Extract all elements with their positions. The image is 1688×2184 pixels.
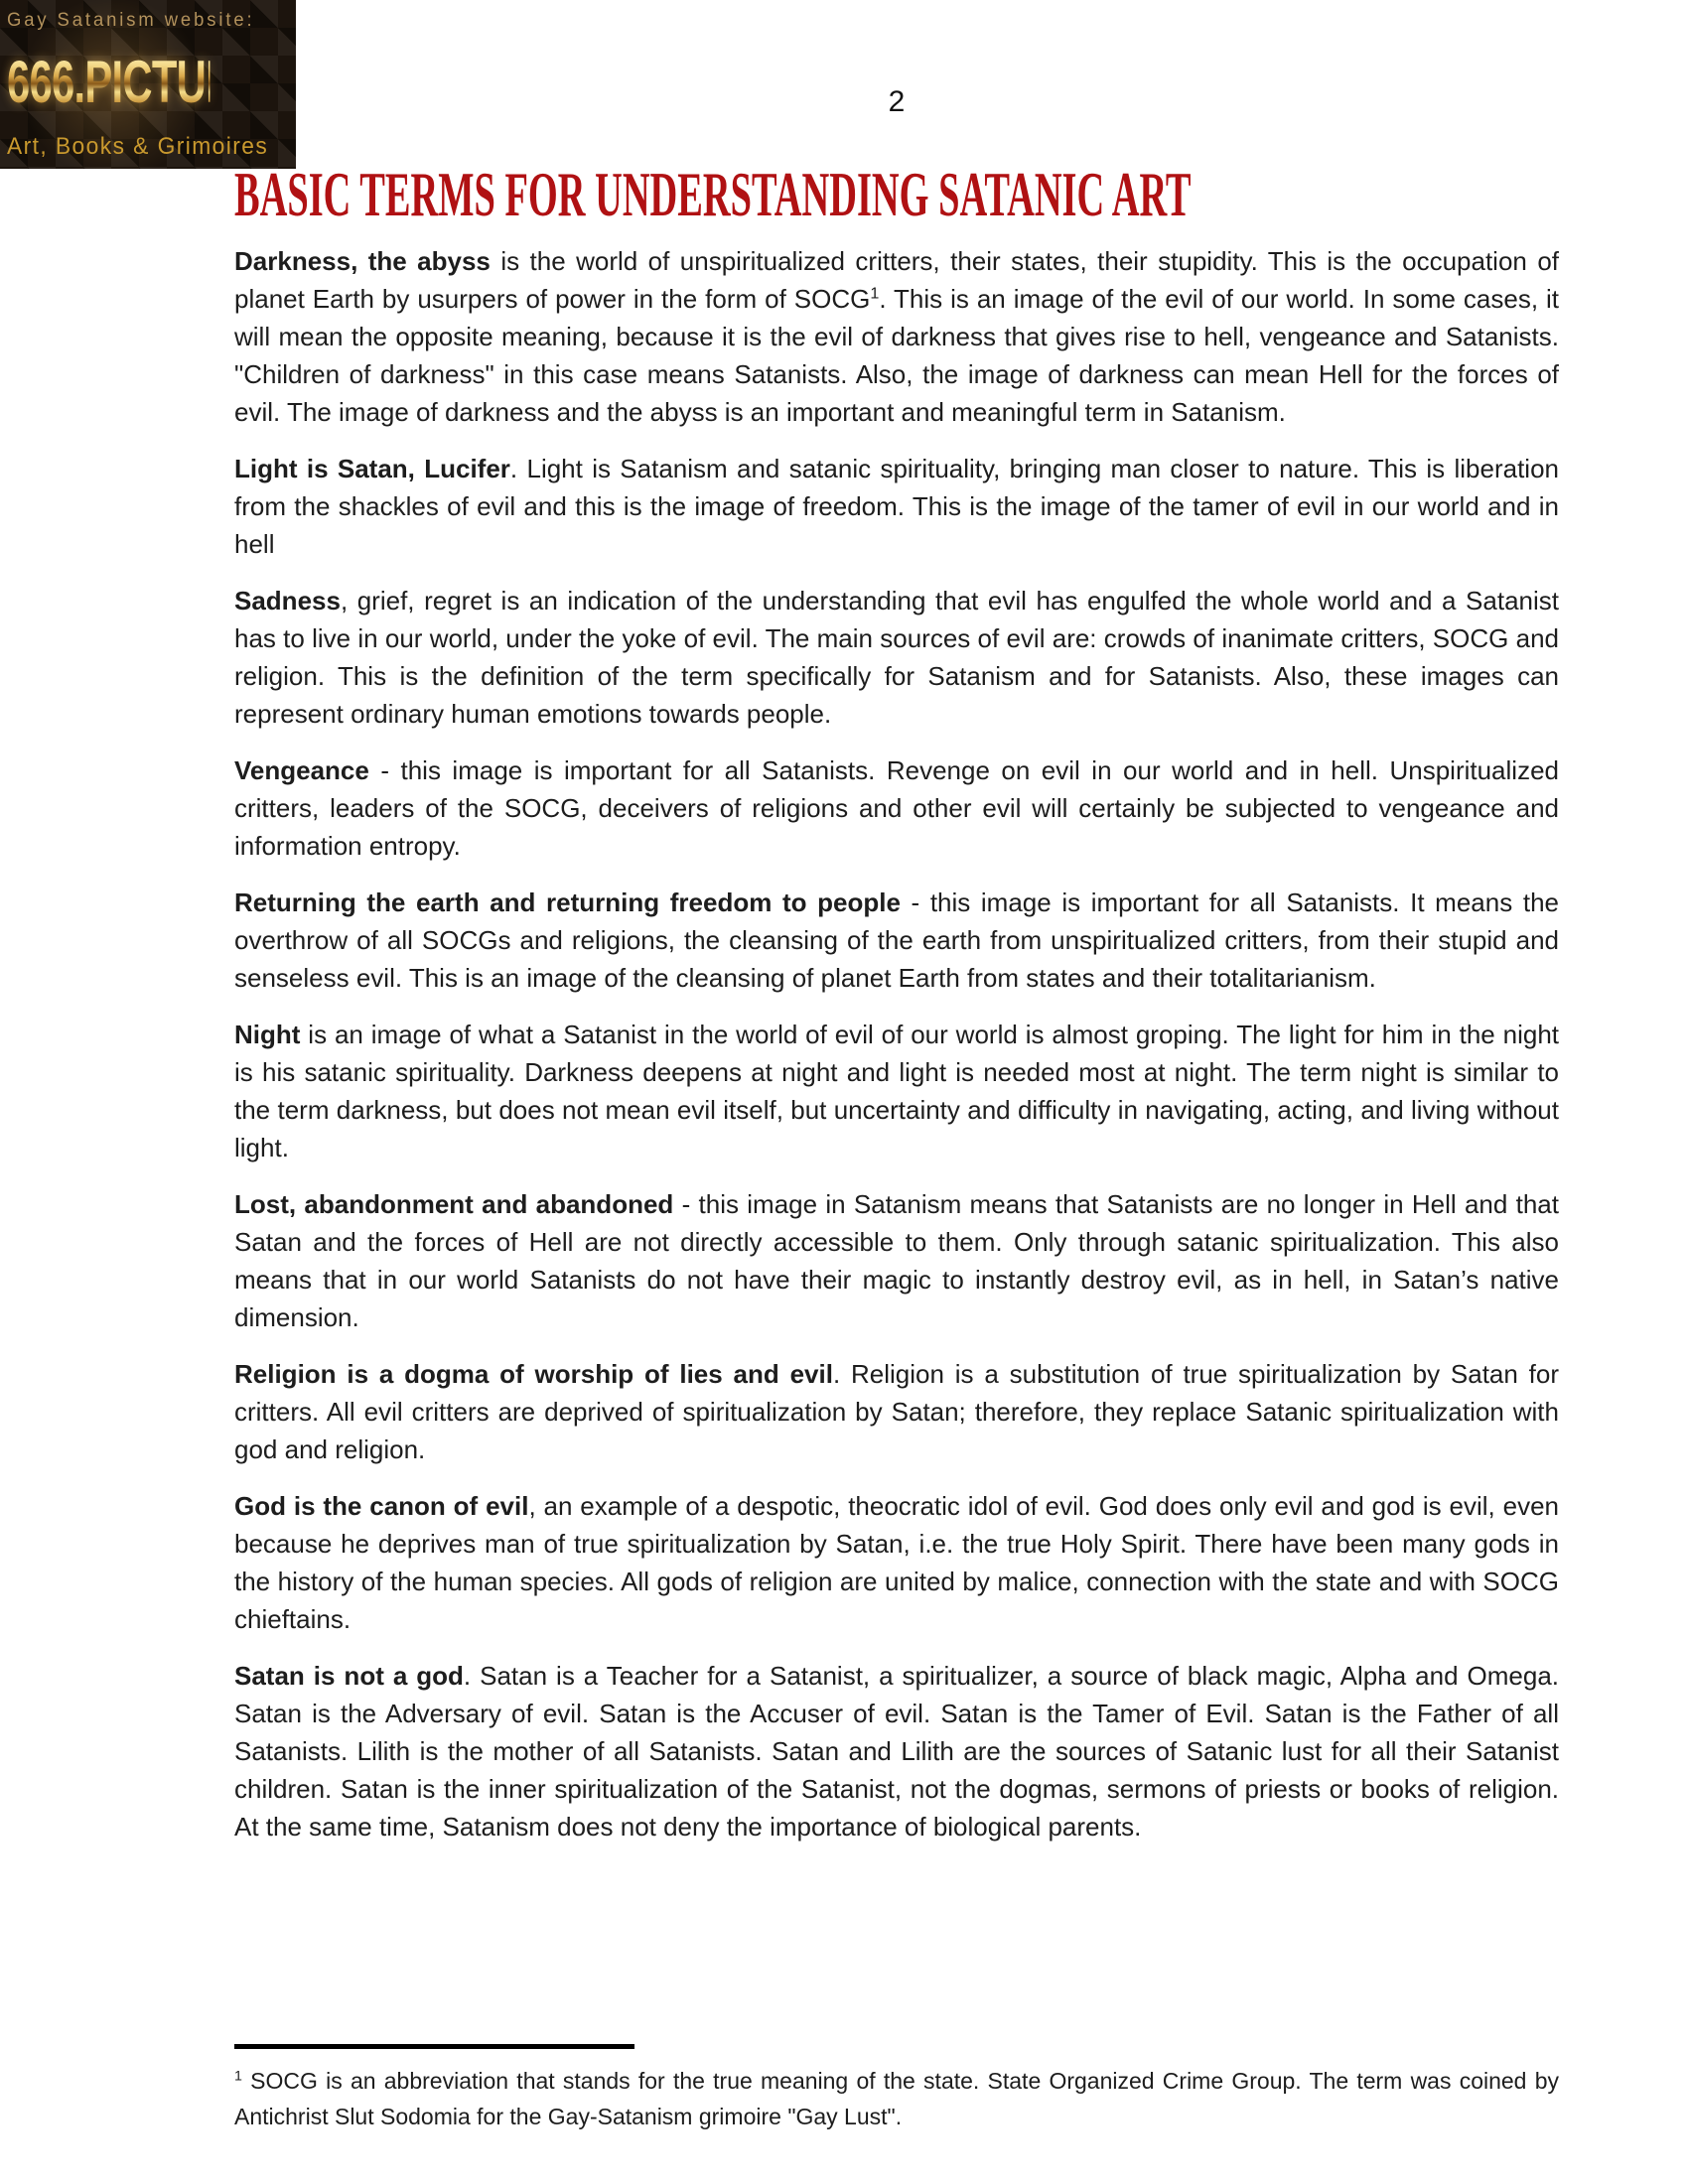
paragraph [234,1657,1559,1845]
footnote-separator-rule [234,2044,634,2049]
paragraph-text: is an image of what a Satanist in the world of evil of our world is almost groping. The light for him in the night is his satanic spirituality. Darkness deepens at night and light is needed most at night. The term night is similar to the term darkness, but does not mean evil itself, but uncertainty and difficulty in navigating, acting, and living without light. [234,1020,1559,1162]
paragraph-text: , an example of a despotic, theocratic idol of evil. God does only evil and god is evil, even because he deprives man of true spiritualization by Satan, i.e. the true Holy Spirit. There have been many gods in the history of the human species. All gods of religion are united by malice, connection with the state and with SOCG chieftains. [234,1491,1559,1634]
term-label: God is the canon of evil [234,1491,529,1521]
footnote-marker: 1 [234,2068,242,2085]
logo-tagline-top: Gay Satanism website: [7,10,255,31]
footnote [234,2063,1559,2134]
paragraph-text: , grief, regret is an indication of the understanding that evil has engulfed the whole world and a Satanist has to live in our world, under the yoke of evil. The main sources of evil are: crowds of inanimate critters, SOCG and religion. This is the definition of the term specifically for Satanism and for Satanists. Also, these images can represent ordinary human emotions towards people. [234,586,1559,729]
term-label: Returning the earth and returning freedom to people [234,887,901,917]
page-title: BASIC TERMS FOR UNDERSTANDING SATANIC ART [234,159,1192,229]
paragraph [234,1487,1559,1638]
paragraph-text: is the world of unspiritualized critters, their states, their stupidity. This is the occupation of planet Earth by usurpers of power in the form of SOCG [234,246,1559,314]
footnote-text: SOCG is an abbreviation that stands for the true meaning of the state. State Organized Crime Group. The term was coined by Antichrist Slut Sodomia for the Gay-Satanism grimoire "Gay Lust". [234,2068,1559,2129]
term-label: Light is Satan, Lucifer [234,454,510,483]
paragraph [234,884,1559,997]
site-logo [0,0,296,169]
paragraph-text: . This is an image of the evil of our world. In some cases, it will mean the opposite meaning, because it is the evil of darkness that gives rise to hell, vengeance and Satanists. "Children of darkness" in this case means Satanists. Also, the image of darkness can mean Hell for the forces of evil. The image of darkness and the abyss is an important and meaningful term in Satanism. [234,284,1560,427]
page-number: 2 [888,85,906,118]
term-label: Religion is a dogma of worship of lies and evil [234,1359,833,1389]
term-label: Night [234,1020,301,1049]
paragraph-text: - this image is important for all Satanists. Revenge on evil in our world and in hell. Unspiritualized critters, leaders of the SOCG, deceivers of religions and other evil will certainly be subjected to vengeance and information entropy. [234,755,1559,861]
paragraph [234,1016,1559,1166]
footnote-reference: 1 [870,284,880,303]
paragraph [234,450,1559,563]
term-label: Satan is not a god [234,1661,464,1691]
paragraph-text: . Light is Satanism and satanic spirituality, bringing man closer to nature. This is liberation from the shackles of evil and this is the image of freedom. This is the image of the tamer of evil in our world and in hell [234,454,1559,559]
paragraph-text: - this image is important for all Satanists. It means the overthrow of all SOCGs and religions, the cleansing of the earth from unspiritualized critters, from their stupid and senseless evil. This is an image of the cleansing of planet Earth from states and their totalitarianism. [234,887,1559,993]
footnote-area [234,2044,1559,2184]
paragraph-text: . Satan is a Teacher for a Satanist, a spiritualizer, a source of black magic, Alpha and Omega. Satan is the Adversary of evil. Satan is the Accuser of evil. Satan is the Tamer of Evil. Satan is the Father of all Satanists. Lilith is the mother of all Satanists. Satan and Lilith are the sources of Satanic lust for all their Satanist children. Satan is the inner spiritualization of the Satanist, not the dogmas, sermons of priests or books of religion. At the same time, Satanism does not deny the importance of biological parents. [234,1661,1559,1842]
document-body [234,242,1559,1864]
logo-title: 666.PICTURES [7,48,289,116]
term-label: Lost, abandonment and abandoned [234,1189,674,1219]
paragraph-text: . Religion is a substitution of true spiritualization by Satan for critters. All evil critters are deprived of spiritualization by Satan; therefore, they replace Satanic spiritualization with god and religion. [234,1359,1559,1464]
logo-tagline-bottom: Art, Books & Grimoires [7,133,269,160]
term-label: Sadness [234,586,341,615]
paragraph [234,751,1559,865]
paragraph [234,1185,1559,1336]
text-column [234,0,1559,2184]
paragraph [234,1355,1559,1468]
paragraph [234,242,1559,431]
term-label: Vengeance [234,755,369,785]
term-label: Darkness, the abyss [234,246,491,276]
paragraph-text: - this image in Satanism means that Satanists are no longer in Hell and that Satan and the forces of Hell are not directly accessible to them. Only through satanic spiritualization. This also means that in our world Satanists do not have their magic to instantly destroy evil, as in hell, in Satan’s native dimension. [234,1189,1559,1332]
paragraph [234,582,1559,733]
